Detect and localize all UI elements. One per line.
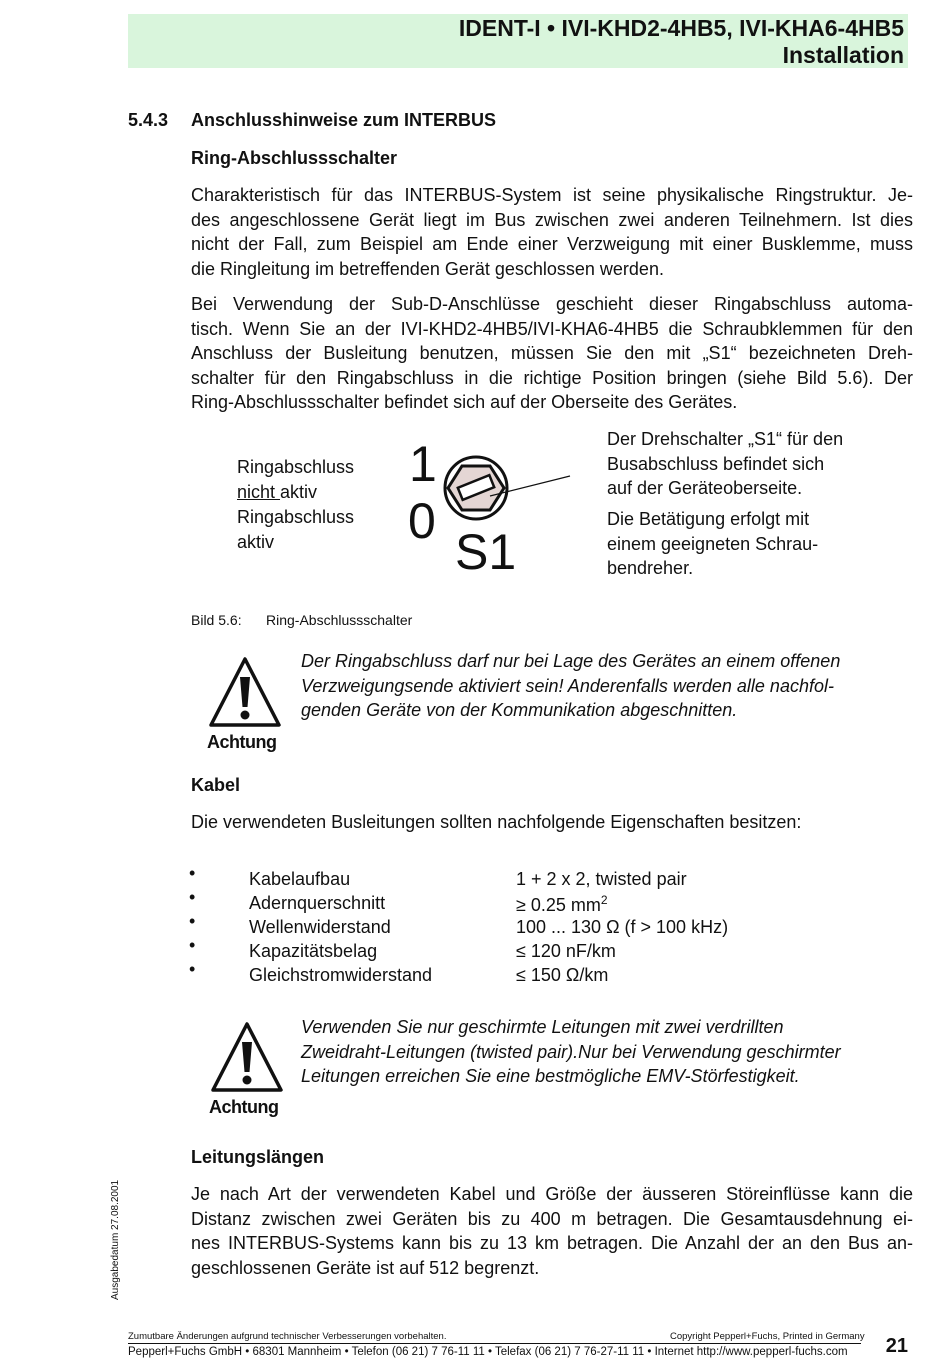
figure-label-underlined: nicht [237,481,281,502]
paragraph-line: Distanz zwischen zwei Geräten bis zu 400 m betragen. Die Gesamtausdehnung ei- [191,1208,913,1229]
warning-line: Leitungen erreichen Sie eine bestmögliche EMV-Störfestigkeit. [301,1066,800,1086]
figure-label-line: Ringabschluss [237,507,355,527]
paragraph-line: Je nach Art der verwendeten Kabel und Größe der äusseren Störeinflüsse kann die [191,1184,913,1204]
rotary-switch-icon [440,454,575,524]
warning-line: Zweidraht-Leitungen (twisted pair).Nur bei Verwendung geschirmter [301,1041,841,1062]
cable-heading: Kabel [191,775,241,795]
property-name: Gleichstromwiderstand [249,965,433,985]
issue-date: Ausgabedatum 27.08.2001 [110,1179,121,1300]
paragraph-line: nicht der Fall, zum Beispiel am Ende einer Verzweigung mit einer Busklemme, muss [191,234,913,254]
property-name: Kabelaufbau [249,869,351,889]
figure-text-line: einem geeigneten Schrau- [607,533,819,554]
paragraph-line: schalter für den Ringabschluss in die richtige Position bringen (siehe Bild 5.6). Der [191,367,913,388]
property-value: ≤ 150 Ω/km [516,965,609,985]
footer-contact: Pepperl+Fuchs GmbH • 68301 Mannheim • Telefon (06 21) 7 76-11 11 • Telefax (06 21) 7 76-27-11 11 • Internet http://www.pepperl-fuchs.com [128,1346,848,1358]
warning-triangle-icon [205,655,285,729]
page-number: 21 [885,1335,908,1357]
figure-label-line: Ringabschluss [237,457,355,477]
header-subtitle: Installation [782,42,904,68]
footer-divider [128,1343,861,1344]
warning-label: Achtung [209,1097,279,1117]
warning-line: Der Ringabschluss darf nur bei Lage des Gerätes an einem offenen [301,651,841,671]
property-name: Adernquerschnitt [249,893,386,913]
warning-line: genden Geräte von der Kommunikation abgeschnitten. [301,700,738,720]
figure-description-1 [607,427,843,501]
superscript: 2 [600,893,608,907]
property-name: Kapazitätsbelag [249,941,378,961]
paragraph-line: nes INTERBUS-Systems kann bis zu 13 km betragen. Die Anzahl der an den Bus an- [191,1233,913,1253]
warning-text-1 [301,649,840,723]
figure-text-line: Die Betätigung erfolgt mit [607,509,810,529]
figure-description-2 [607,507,818,581]
property-name: Wellenwiderstand [249,917,391,937]
lengths-heading: Leitungslängen [191,1147,325,1167]
warning-label: Achtung [207,732,277,752]
paragraph-line: Ring-Abschlussschalter befindet sich auf der Oberseite des Gerätes. [191,392,738,412]
figure-label-rest: aktiv [280,481,318,502]
header-title: IDENT-I • IVI-KHD2-4HB5, IVI-KHA6-4HB5 [458,15,904,41]
ring-paragraph-2 [191,292,913,415]
section-number: 5.4.3 [128,110,169,130]
section-title: Anschlusshinweise zum INTERBUS [191,110,497,130]
figure-text-line: Busabschluss befindet sich [607,453,825,474]
bullet: • [189,911,196,931]
switch-position-zero: 0 [408,493,436,549]
warning-text-2 [301,1015,841,1089]
bullet: • [189,935,196,955]
lengths-paragraph [191,1182,913,1280]
figure-text-line: bendreher. [607,558,694,578]
section-heading [128,110,496,131]
caption-text: Ring-Abschlussschalter [266,612,413,628]
property-value: 100 ... 130 Ω (f > 100 kHz) [516,917,729,937]
bullet: • [189,863,196,883]
figure-label-line: aktiv [237,531,275,552]
cable-intro: Die verwendeten Busleitungen sollten nachfolgende Eigenschaften besitzen: [191,812,802,832]
figure-text-line: Der Drehschalter „S1“ für den [607,429,844,449]
footer-copyright: Copyright Pepperl+Fuchs, Printed in Germany [670,1331,865,1342]
switch-label: S1 [455,524,517,580]
warning-line: Verzweigungsende aktiviert sein! Anderenfalls werden alle nachfol- [301,675,834,696]
paragraph-line: tisch. Wenn Sie an der IVI-KHD2-4HB5/IVI-KHA6-4HB5 die Schraubklemmen für den [191,318,913,339]
ring-paragraph-1 [191,183,913,281]
switch-position-one: 1 [409,436,437,492]
figure-caption [191,612,412,628]
footer-disclaimer: Zumutbare Änderungen aufgrund technischer Verbesserungen vorbehalten. [128,1331,447,1342]
paragraph-line: geschlossenen Geräte ist auf 512 begrenzt. [191,1257,540,1278]
paragraph-line: Charakteristisch für das INTERBUS-System ist seine physikalische Ringstruktur. Je- [191,185,913,205]
paragraph-line: Bei Verwendung der Sub-D-Anschlüsse geschieht dieser Ringabschluss automa- [191,294,913,314]
caption-label: Bild 5.6: [191,612,242,628]
property-value: ≤ 120 nF/km [516,941,616,961]
figure-label-active [237,505,354,554]
warning-triangle-icon [207,1020,287,1094]
bullet: • [189,959,196,979]
paragraph-line: des angeschlossene Gerät liegt im Bus zwischen zwei anderen Teilnehmern. Ist dies [191,209,913,230]
figure-text-line: auf der Geräteoberseite. [607,478,803,498]
bullet: • [189,887,196,907]
warning-line: Verwenden Sie nur geschirmte Leitungen mit zwei verdrillten [301,1017,784,1037]
property-value: ≥ 0.25 $mm^2$ [516,893,608,915]
paragraph-line: Anschluss der Busleitung benutzen, müssen Sie den mit „S1“ bezeichneten Dreh- [191,343,913,363]
paragraph-line: die Ringleitung im betreffenden Gerät geschlossen werden. [191,258,664,279]
figure-label-inactive [237,455,354,504]
ring-heading: Ring-Abschlussschalter [191,148,398,168]
property-value: 1 + 2 x 2, twisted pair [516,869,687,889]
